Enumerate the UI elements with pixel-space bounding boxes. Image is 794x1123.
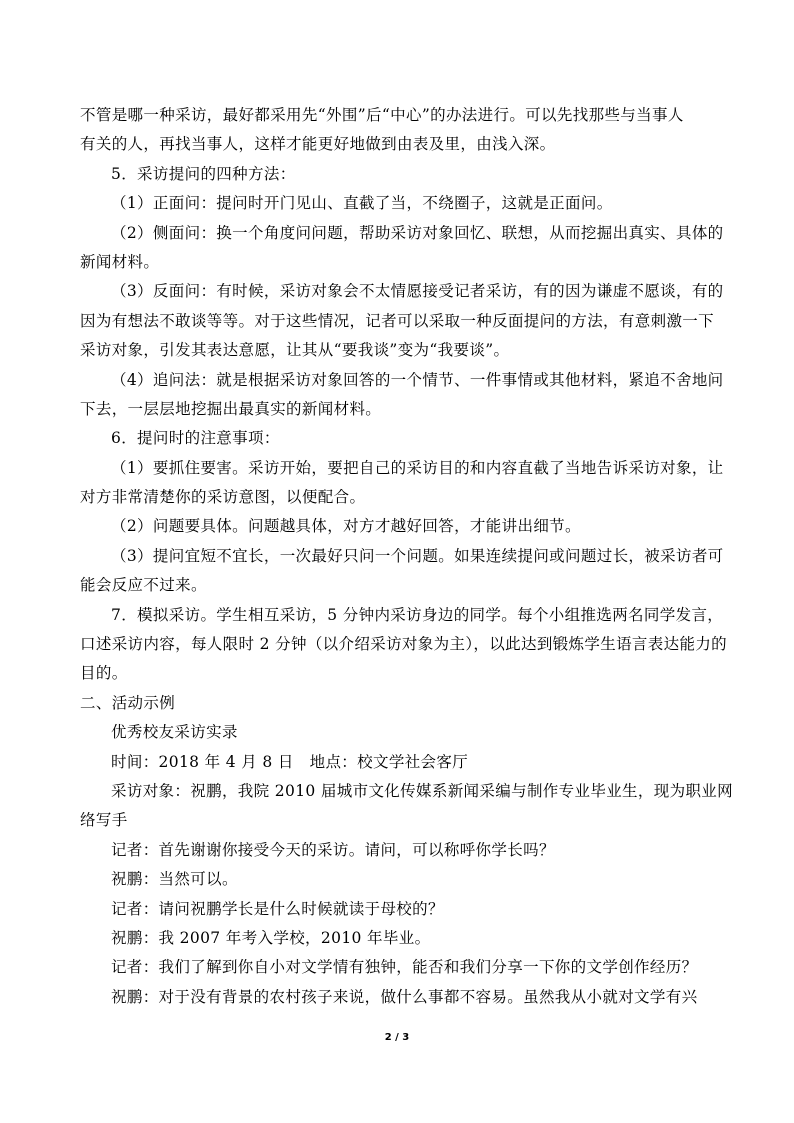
paragraph-line: 记者：请问祝鹏学长是什么时候就读于母校的？ xyxy=(111,899,444,918)
paragraph-line: 目的。 xyxy=(80,664,128,683)
paragraph-line: （3）提问宜短不宜长，一次最好只问一个问题。如果连续提问或问题过长，被采访者可 xyxy=(111,546,724,565)
paragraph-line: （2）问题要具体。问题越具体，对方才越好回答，才能讲出细节。 xyxy=(111,517,581,536)
paragraph-line: 新闻材料。 xyxy=(80,252,160,271)
paragraph-line: （1）正面问：提问时开门见山、直截了当，不绕圈子，这就是正面问。 xyxy=(111,194,613,213)
paragraph-line: 口述采访内容，每人限时 2 分钟（以介绍采访对象为主），以此达到锻炼学生语言表达能力的 xyxy=(80,635,728,654)
paragraph-line: 采访对象：祝鹏，我院 2010 届城市文化传媒系新闻采编与制作专业毕业生，现为职业网 xyxy=(111,781,734,800)
paragraph-line: 下去，一层层地挖掘出最真实的新闻材料。 xyxy=(80,399,382,418)
paragraph-line: 因为有想法不敢谈等等。对于这些情况，记者可以采取一种反面提问的方法，有意刺激一下 xyxy=(80,311,715,330)
paragraph-line: 祝鹏：我 2007 年考入学校，2010 年毕业。 xyxy=(111,928,431,947)
paragraph-line: 二、活动示例 xyxy=(80,693,176,712)
paragraph-line: 络写手 xyxy=(80,811,128,830)
paragraph-line: （3）反面问：有时候，采访对象会不太情愿接受记者采访，有的因为谦虚不愿谈，有的 xyxy=(111,282,724,301)
document-body xyxy=(80,101,734,1012)
paragraph-line: （2）侧面问：换一个角度问问题，帮助采访对象回忆、联想，从而挖掘出真实、具体的 xyxy=(111,223,724,242)
paragraph-line: 时间：2018 年 4 月 8 日 地点：校文学社会客厅 xyxy=(111,752,469,771)
paragraph-line: 采访对象，引发其表达意愿，让其从“要我谈”变为“我要谈”。 xyxy=(80,341,510,360)
paragraph-line: 祝鹏：对于没有背景的农村孩子来说，做什么事都不容易。虽然我从小就对文学有兴 xyxy=(111,987,698,1006)
paragraph-line: 6．提问时的注意事项： xyxy=(111,429,280,448)
paragraph-line: 能会反应不过来。 xyxy=(80,576,207,595)
paragraph-line: 不管是哪一种采访，最好都采用先“外围”后“中心”的办法进行。可以先找那些与当事人 xyxy=(80,106,684,124)
paragraph-line: （4）追问法：就是根据采访对象回答的一个情节、一件事情或其他材料，紧追不舍地问 xyxy=(111,370,724,389)
paragraph-line: 5．采访提问的四种方法： xyxy=(111,164,296,183)
paragraph-line: （1）要抓住要害。采访开始，要把自己的采访目的和内容直截了当地告诉采访对象，让 xyxy=(111,458,724,477)
paragraph-line: 优秀校友采访实录 xyxy=(111,723,238,742)
paragraph-line: 祝鹏：当然可以。 xyxy=(111,870,238,889)
paragraph-line: 记者：我们了解到你自小对文学情有独钟，能否和我们分享一下你的文学创作经历？ xyxy=(111,958,698,977)
page-number: 2 / 3 xyxy=(384,1032,410,1043)
paragraph-line: 对方非常清楚你的采访意图，以便配合。 xyxy=(80,488,366,507)
paragraph-line: 记者：首先谢谢你接受今天的采访。请问，可以称呼你学长吗？ xyxy=(111,840,555,859)
paragraph-line: 有关的人，再找当事人，这样才能更好地做到由表及里，由浅入深。 xyxy=(80,135,556,154)
paragraph-line: 7．模拟采访。学生相互采访，5 分钟内采访身边的同学。每个小组推选两名同学发言， xyxy=(111,605,724,624)
